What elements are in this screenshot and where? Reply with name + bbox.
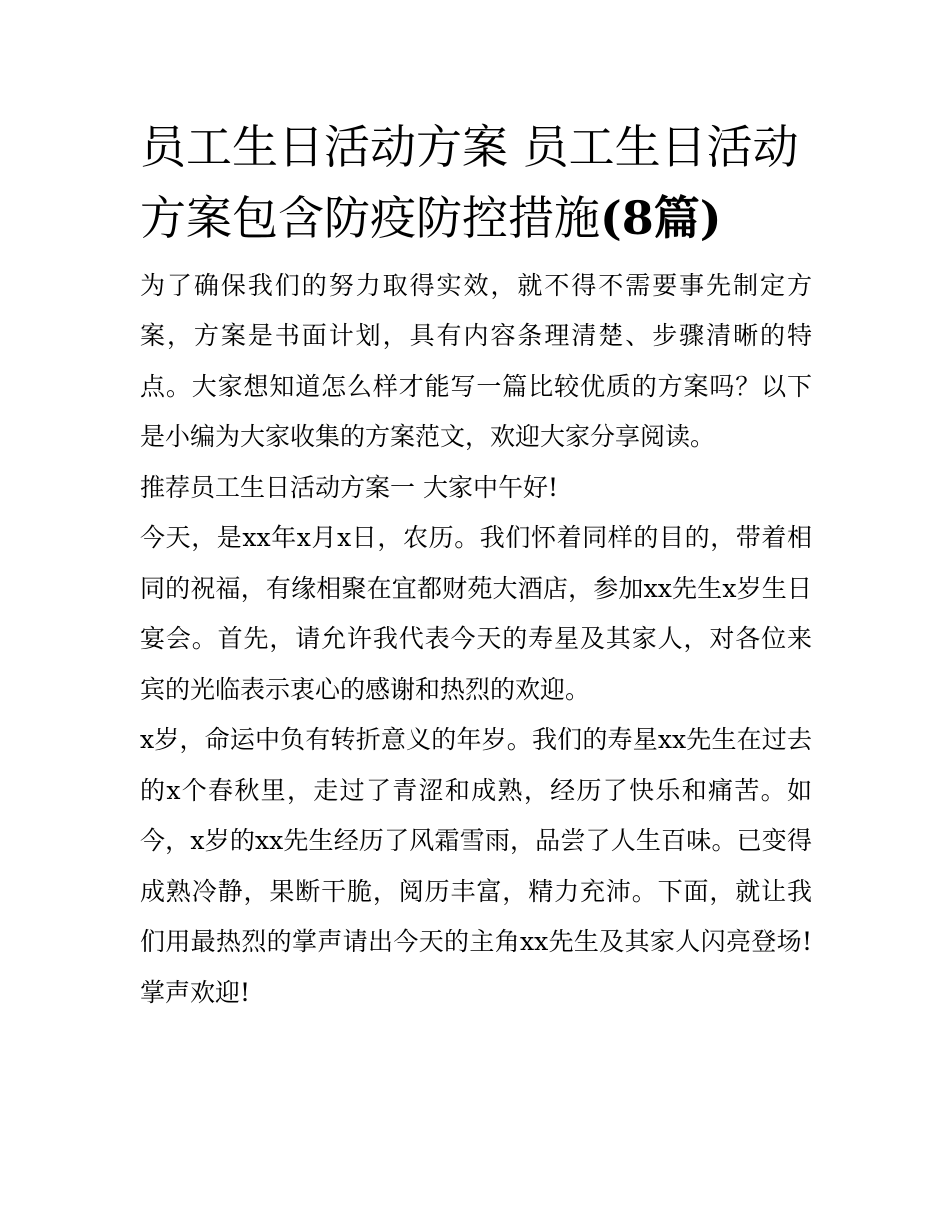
paragraph-intro: 为了确保我们的努力取得实效，就不得不需要事先制定方案，方案是书面计划，具有内容条理清楚、步骤清晰的特点。大家想知道怎么样才能写一篇比较优质的方案吗？以下是小编为大家收集的方案范文，欢迎大家分享阅读。 [140, 270, 812, 452]
document-title-main: 员工生日活动方案 员工生日活动方案包含防疫防控措施 [140, 120, 799, 246]
paragraph-greeting: 推荐员工生日活动方案一 大家中午好! [140, 472, 558, 502]
paragraph-host: x岁，命运中负有转折意义的年岁。我们的寿星xx先生在过去的x个春秋里，走过了青涩和成熟，经历了快乐和痛苦。如今，x岁的xx先生经历了风霜雪雨，品尝了人生百味。已变得成熟冷静，果断干脆，阅历丰富，精力充沛。下面，就让我们用最热烈的掌声请出今天的主角xx先生及其家人闪亮登场!掌声欢迎! [140, 725, 812, 1007]
paragraph-welcome: 今天，是xx年x月x日，农历。我们怀着同样的目的，带着相同的祝福，有缘相聚在宜都财苑大酒店，参加xx先生x岁生日宴会。首先，请允许我代表今天的寿星及其家人，对各位来宾的光临表示衷心的感谢和热烈的欢迎。 [140, 523, 812, 704]
document-title [140, 112, 812, 255]
document-title-tail: (8篇) [600, 191, 722, 246]
document-body [140, 112, 812, 1018]
